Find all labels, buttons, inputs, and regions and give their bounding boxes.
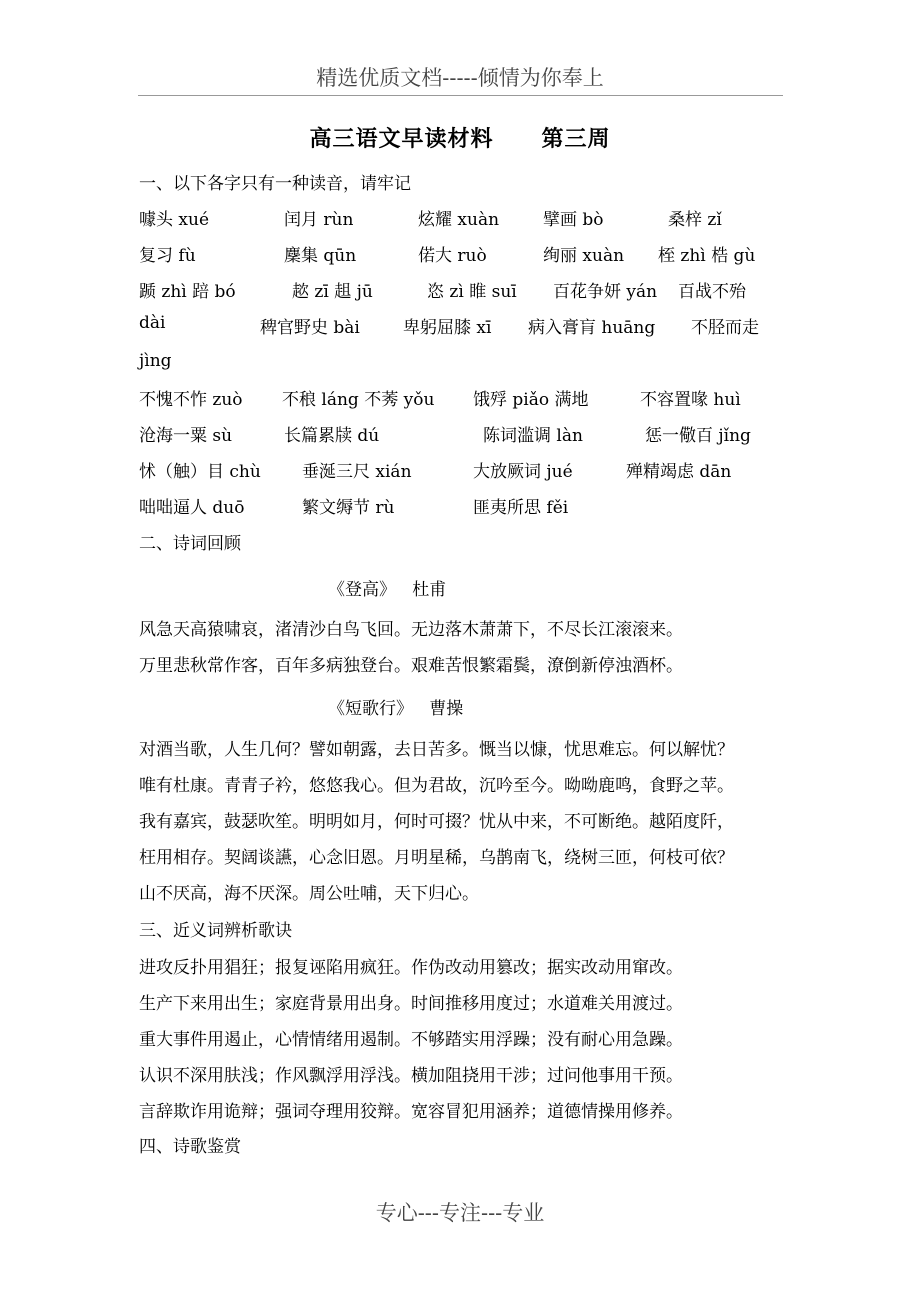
- title-main: 高三语文早读材料: [309, 126, 494, 152]
- pronunciation-item: 不愧不怍 zuò: [139, 390, 243, 410]
- pronunciation-item: 稗官野史 bài: [260, 318, 360, 338]
- poem-line: 对酒当歌，人生几何？譬如朝露，去日苦多。慨当以慷，忧思难忘。何以解忧？: [139, 740, 734, 760]
- pronunciation-item: 噱头 xué: [139, 210, 210, 230]
- poem-author: 曹操: [429, 699, 464, 719]
- pronunciation-item: 大放厥词 jué: [473, 462, 573, 482]
- poem-line: 风急天高猿啸哀，渚清沙白鸟飞回。无边落木萧萧下，不尽长江滚滚来。: [139, 620, 683, 640]
- pronunciation-item: 复习 fù: [139, 246, 196, 266]
- section-2-heading: 二、诗词回顾: [139, 534, 241, 554]
- pronunciation-item: 桎 zhì 梏 gù: [658, 246, 756, 266]
- poem-name: 《登高》: [328, 580, 396, 600]
- poem-title: [328, 694, 463, 719]
- pronunciation-item: 垂涎三尺 xián: [302, 462, 412, 482]
- pronunciation-item: 沧海一粟 sù: [139, 426, 233, 446]
- pronunciation-item: 擘画 bò: [543, 210, 604, 230]
- pronunciation-item: 不胫而走: [691, 318, 759, 338]
- poem-author: 杜甫: [412, 580, 447, 600]
- header-rule: [138, 95, 783, 96]
- rhyme-line: 重大事件用遏止，心情情绪用遏制。不够踏实用浮躁；没有耐心用急躁。: [139, 1030, 683, 1050]
- pronunciation-item: 百战不殆: [678, 282, 746, 302]
- pronunciation-item: 病入膏肓 huāng: [528, 318, 656, 338]
- pronunciation-item: 闰月 rùn: [284, 210, 354, 230]
- pronunciation-item: 卑躬屈膝 xī: [403, 318, 492, 338]
- document-title: [0, 122, 920, 153]
- pronunciation-item: 麇集 qūn: [284, 246, 357, 266]
- poem-line: 唯有杜康。青青子衿，悠悠我心。但为君故，沉吟至今。呦呦鹿鸣，食野之苹。: [139, 776, 734, 796]
- pronunciation-item: 繁文缛节 rù: [302, 498, 395, 518]
- pronunciation-item: 百花争妍 yán: [553, 282, 658, 302]
- pronunciation-item: 匪夷所思 fěi: [473, 498, 569, 518]
- pronunciation-item: 踬 zhì 踣 bó: [139, 282, 236, 302]
- pronunciation-item: 偌大 ruò: [418, 246, 487, 266]
- pronunciation-item: 惩一儆百 jǐng: [645, 426, 751, 446]
- poem-name: 《短歌行》: [328, 699, 413, 719]
- pronunciation-item: 陈词滥调 làn: [483, 426, 583, 446]
- poem-line: 枉用相存。契阔谈讌，心念旧恩。月明星稀，乌鹊南飞，绕树三匝，何枝可依？: [139, 848, 734, 868]
- page-header: 精选优质文档-----倾情为你奉上: [316, 66, 604, 90]
- section-3-heading: 三、近义词辨析歌诀: [139, 921, 292, 941]
- pronunciation-item: 趑 zī 趄 jū: [292, 282, 373, 302]
- rhyme-line: 言辞欺诈用诡辩；强词夺理用狡辩。宽容冒犯用涵养；道德情操用修养。: [139, 1102, 683, 1122]
- title-week: 第三周: [541, 126, 611, 152]
- pronunciation-item: dài: [139, 313, 166, 333]
- pronunciation-item: jìng: [139, 351, 172, 371]
- pronunciation-item: 长篇累牍 dú: [284, 426, 380, 446]
- pronunciation-item: 不稂 láng 不莠 yǒu: [282, 390, 435, 410]
- page-footer: 专心---专注---专业: [375, 1201, 545, 1225]
- rhyme-line: 生产下来用出生；家庭背景用出身。时间推移用度过；水道难关用渡过。: [139, 994, 683, 1014]
- rhyme-line: 认识不深用肤浅；作风飘浮用浮浅。横加阻挠用干涉；过问他事用干预。: [139, 1066, 683, 1086]
- poem-title: [328, 575, 446, 600]
- section-1-heading: 一、以下各字只有一种读音，请牢记: [139, 174, 411, 194]
- pronunciation-item: 怵（触）目 chù: [139, 462, 261, 482]
- poem-line: 山不厌高，海不厌深。周公吐哺，天下归心。: [139, 884, 479, 904]
- pronunciation-item: 不容置喙 huì: [640, 390, 741, 410]
- pronunciation-item: 桑梓 zǐ: [668, 210, 722, 230]
- pronunciation-item: 恣 zì 睢 suī: [427, 282, 517, 302]
- pronunciation-item: 饿殍 piǎo 满地: [473, 390, 589, 410]
- rhyme-line: 进攻反扑用猖狂；报复诬陷用疯狂。作伪改动用篡改；据实改动用窜改。: [139, 958, 683, 978]
- pronunciation-item: 炫耀 xuàn: [418, 210, 500, 230]
- pronunciation-item: 咄咄逼人 duō: [139, 498, 245, 518]
- poem-line: 我有嘉宾，鼓瑟吹笙。明明如月，何时可掇？忧从中来，不可断绝。越陌度阡，: [139, 812, 734, 832]
- section-4-heading: 四、诗歌鉴赏: [139, 1137, 241, 1157]
- pronunciation-item: 绚丽 xuàn: [543, 246, 625, 266]
- poem-line: 万里悲秋常作客，百年多病独登台。艰难苦恨繁霜鬓，潦倒新停浊酒杯。: [139, 656, 683, 676]
- pronunciation-item: 殚精竭虑 dān: [626, 462, 732, 482]
